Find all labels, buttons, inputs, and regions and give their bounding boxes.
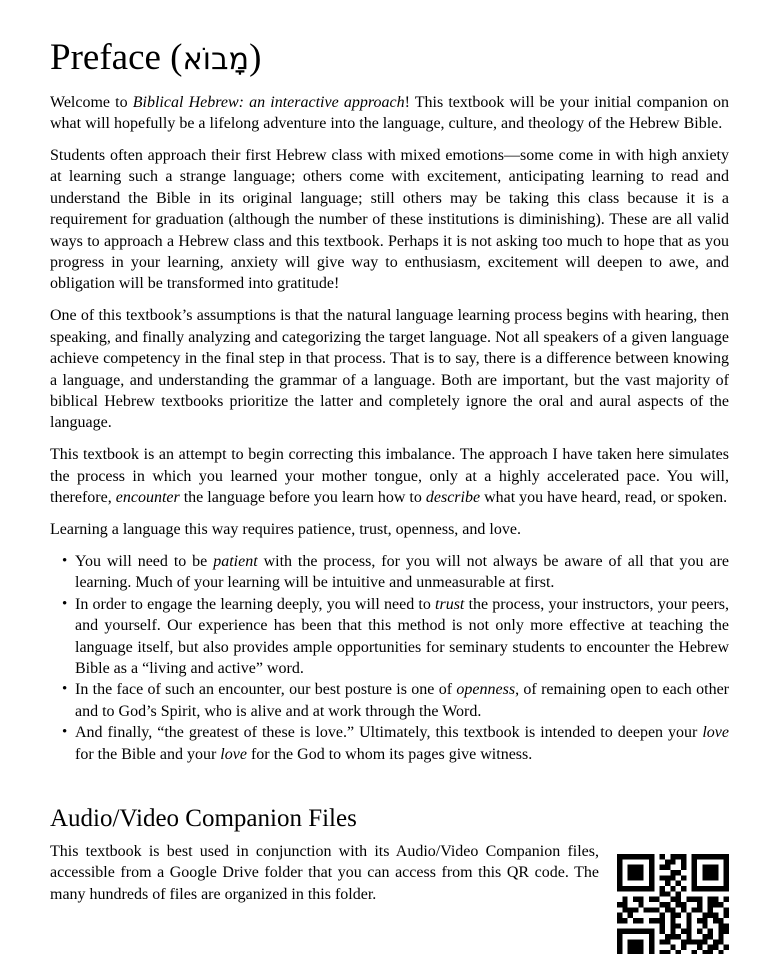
paragraph-mixed-emotions: [50, 145, 729, 295]
text-segment: Students often approach their first Hebrew class with mixed emotions—some come in with high anxiety at learning such a strange language; others come with excitement, anticipating learning to read and understand the Bible in its original language; still others may be taking this class because it is a requirement for graduation (although the number of these institutions is diminishing). These are all valid ways to approach a Hebrew class and this textbook. Perhaps it is not asking too much to hope that as you progress in your learning, anxiety will give way to enthusiasm, excitement will deepen to awe, and obligation will be transformed into gratitude!: [50, 147, 729, 293]
values-list: [50, 551, 729, 765]
paragraph-welcome: [50, 92, 729, 135]
list-item-trust: [75, 594, 729, 680]
section-heading-companion-files: Audio/Video Companion Files: [50, 804, 357, 832]
text-segment: for the God to whom its pages give witness.: [246, 745, 533, 763]
list-item-love: [75, 722, 729, 765]
text-segment: with the process, for you will not always be aware of all that you are learning. Much of your learning will be intuitive and unmeasurable at first.: [75, 552, 729, 592]
text-segment: Biblical Hebrew: an interactive approach: [132, 93, 405, 111]
text-segment: for the Bible and your: [75, 745, 221, 763]
text-segment: love: [702, 724, 729, 742]
text-segment: And finally, “the greatest of these is love.” Ultimately, this textbook is intended to deepen your: [75, 724, 703, 742]
paragraph-requires: [50, 519, 729, 540]
text-segment: מָבוֹא: [182, 42, 250, 77]
text-segment: patient: [213, 552, 258, 570]
paragraph-companion-files: [50, 841, 729, 905]
page-title: [50, 38, 729, 79]
paragraph-assumptions: [50, 305, 729, 433]
text-segment: love: [220, 745, 247, 763]
text-segment: Preface (: [50, 37, 183, 78]
text-segment: openness: [456, 681, 516, 699]
text-segment: encounter: [115, 489, 180, 507]
text-segment: Welcome to: [50, 93, 133, 111]
text-segment: describe: [425, 489, 481, 507]
text-segment: the process, your instructors, your peers, and yourself. Our experience has been that this method is not only more effective at teaching the language itself, but also provides ample opportunities for seminary students to encounter the Hebrew Bible as a “living and active” word.: [75, 595, 729, 677]
paragraph-imbalance: [50, 444, 729, 508]
text-segment: In the face of such an encounter, our best posture is one of: [75, 681, 457, 699]
list-item-openness: [75, 679, 729, 722]
text-segment: This textbook is best used in conjunction with its Audio/Video Companion files, accessible from a Google Drive folder that you can access from this QR code. The many hundreds of files are organized in this folder.: [50, 842, 599, 903]
text-segment: Learning a language this way requires patience, trust, openness, and love.: [50, 521, 521, 538]
qr-code-image: [617, 854, 729, 954]
text-segment: the language before you learn how to: [179, 489, 426, 507]
text-segment: One of this textbook’s assumptions is that the natural language learning process begins with hearing, then speaking, and finally analyzing and categorizing the target language. Not all speakers of a given language achieve competency in the final step in that process. That is to say, there is a difference between knowing a language, and understanding the grammar of a language. Both are important, but the vast majority of biblical Hebrew textbooks prioritize the latter and completely ignore the oral and aural aspects of the language.: [50, 307, 729, 432]
text-segment: , of remaining open to each other and to God’s Spirit, who is alive and at work through the Word.: [75, 681, 730, 720]
qr-code: [617, 854, 729, 954]
text-segment: In order to engage the learning deeply, you will need to: [75, 595, 436, 613]
text-segment: ! This textbook will be your initial companion on what will hopefully be a lifelong adventure into the language, culture, and theology of the Hebrew Bible.: [50, 93, 730, 133]
text-segment: You will need to be: [75, 552, 214, 570]
text-segment: ): [249, 37, 262, 78]
text-segment: trust: [435, 595, 465, 613]
list-item-patience: [75, 551, 729, 594]
text-segment: This textbook is an attempt to begin correcting this imbalance. The approach I have taken here simulates the process in which you learned your mother tongue, only at a highly accelerated pace. You will, therefore,: [50, 446, 729, 507]
companion-files-text: [50, 843, 599, 903]
text-segment: what you have heard, read, or spoken.: [480, 489, 728, 507]
